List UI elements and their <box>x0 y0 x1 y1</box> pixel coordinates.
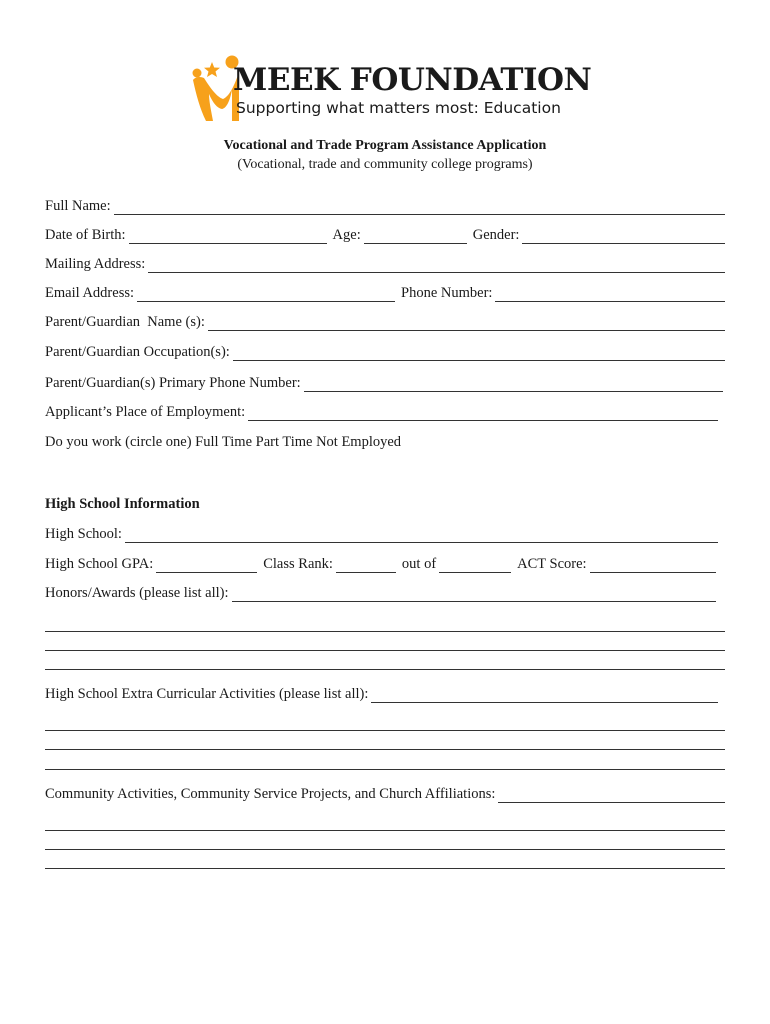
out-of-label: out of <box>401 556 437 572</box>
brand-name: MEEK FOUNDATION <box>233 62 592 98</box>
employment-label: Applicant’s Place of Employment: <box>45 404 246 420</box>
full-name-row <box>45 197 725 215</box>
high-school-label: High School: <box>45 526 122 542</box>
extracurricular-field[interactable] <box>371 687 718 703</box>
mailing-field[interactable] <box>148 257 725 273</box>
dob-age-gender-row <box>45 226 725 244</box>
community-line-2[interactable] <box>45 849 725 850</box>
employment-field[interactable] <box>248 405 718 421</box>
dob-field[interactable] <box>129 228 327 244</box>
honors-line-3[interactable] <box>45 669 725 670</box>
full-name-label: Full Name: <box>45 198 111 214</box>
class-rank-label: Class Rank: <box>263 556 333 572</box>
act-label: ACT Score: <box>517 556 587 572</box>
work-status-prompt[interactable]: Do you work (circle one) Full Time Part Time Not Employed <box>45 434 402 450</box>
extracurricular-label: High School Extra Curricular Activities (please list all): <box>45 686 369 702</box>
high-school-heading: High School Information <box>45 496 200 512</box>
honors-line-1[interactable] <box>45 631 725 632</box>
act-field[interactable] <box>590 557 716 573</box>
guardian-phone-row <box>45 374 723 392</box>
dob-label: Date of Birth: <box>45 227 126 243</box>
mailing-label: Mailing Address: <box>45 256 146 272</box>
guardian-name-row <box>45 313 725 331</box>
gpa-rank-act-row <box>45 555 716 573</box>
community-row <box>45 785 725 803</box>
meek-foundation-logo <box>190 52 590 124</box>
gender-label: Gender: <box>472 227 520 243</box>
gender-field[interactable] <box>522 228 725 244</box>
community-line-1[interactable] <box>45 830 725 831</box>
high-school-row <box>45 525 718 543</box>
guardian-name-label: Parent/Guardian Name (s): <box>45 314 205 330</box>
guardian-occupation-row <box>45 343 725 361</box>
guardian-name-field[interactable] <box>208 315 725 331</box>
form-subtitle: (Vocational, trade and community college programs) <box>237 157 533 172</box>
full-name-field[interactable] <box>114 199 725 215</box>
honors-field[interactable] <box>232 586 716 602</box>
community-label: Community Activities, Community Service Projects, and Church Affiliations: <box>45 786 496 802</box>
mailing-row <box>45 255 725 273</box>
extracurricular-line-1[interactable] <box>45 730 725 731</box>
gpa-field[interactable] <box>156 557 257 573</box>
guardian-occupation-field[interactable] <box>233 345 725 361</box>
community-field[interactable] <box>498 787 725 803</box>
age-label: Age: <box>332 227 361 243</box>
phone-field[interactable] <box>495 286 725 302</box>
age-field[interactable] <box>364 228 467 244</box>
guardian-phone-field[interactable] <box>304 376 723 392</box>
guardian-phone-label: Parent/Guardian(s) Primary Phone Number: <box>45 375 301 391</box>
form-title: Vocational and Trade Program Assistance Application <box>223 138 547 153</box>
honors-line-2[interactable] <box>45 650 725 651</box>
honors-label: Honors/Awards (please list all): <box>45 585 229 601</box>
extracurricular-line-3[interactable] <box>45 769 725 770</box>
email-label: Email Address: <box>45 285 135 301</box>
email-phone-row <box>45 284 725 302</box>
community-line-3[interactable] <box>45 868 725 869</box>
honors-row <box>45 584 716 602</box>
class-rank-field[interactable] <box>336 557 396 573</box>
gpa-label: High School GPA: <box>45 556 154 572</box>
guardian-occupation-label: Parent/Guardian Occupation(s): <box>45 344 230 360</box>
extracurricular-line-2[interactable] <box>45 749 725 750</box>
brand-tagline: Supporting what matters most: Education <box>236 99 561 117</box>
phone-label: Phone Number: <box>401 285 493 301</box>
email-field[interactable] <box>137 286 395 302</box>
extracurricular-row <box>45 685 718 703</box>
high-school-field[interactable] <box>125 527 718 543</box>
out-of-field[interactable] <box>439 557 511 573</box>
employment-row <box>45 403 718 421</box>
